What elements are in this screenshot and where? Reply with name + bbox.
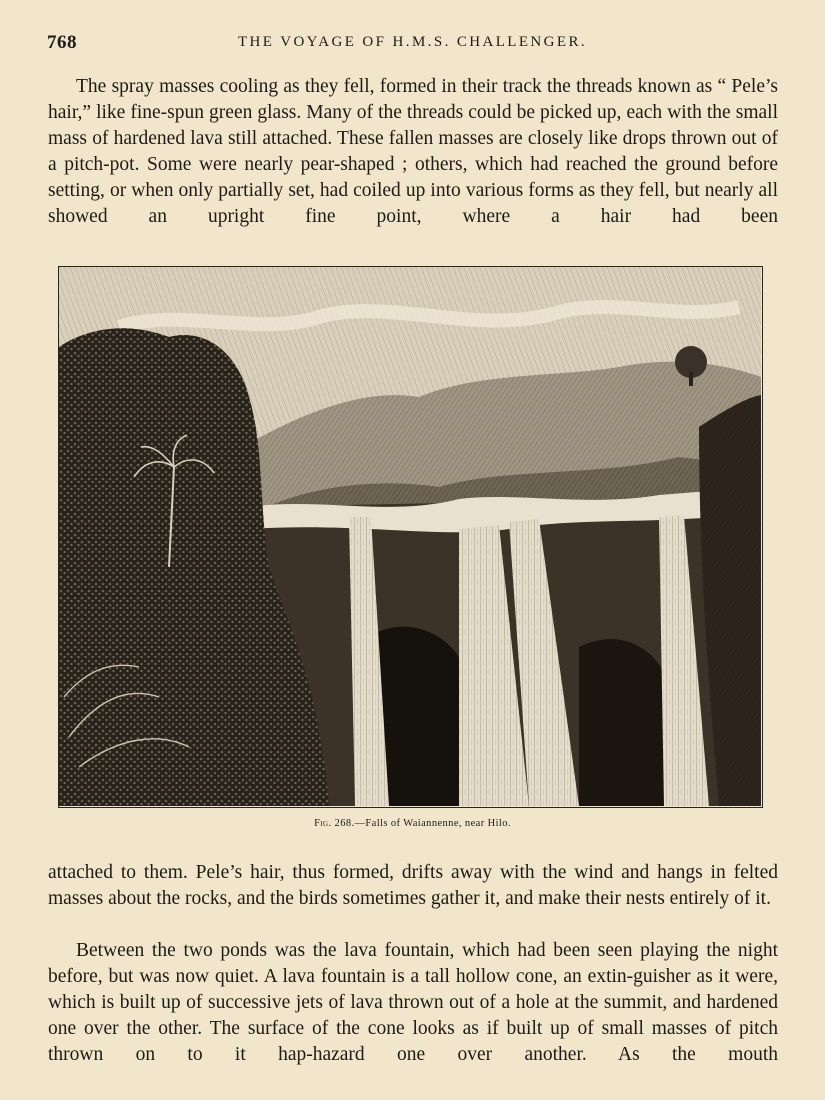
- figure-caption: [0, 818, 825, 829]
- running-title: THE VOYAGE OF H.M.S. CHALLENGER.: [237, 34, 588, 50]
- figure-label: Fig. 268.: [314, 818, 355, 829]
- page-header: [47, 32, 778, 58]
- engraving-illustration: [59, 267, 761, 806]
- paragraph-pele-hair-continued: attached to them. Pele’s hair, thus formed, drifts away with the wind and hangs in felted masses about the rocks, and the birds sometimes gather it, and make their nests entirely of it.: [48, 862, 778, 909]
- figure-title: —Falls of Waiannenne, near Hilo.: [354, 818, 511, 829]
- paragraph-lava-fountain: Between the two ponds was the lava fountain, which had been seen playing the night before, but was now quiet. A lava fountain is a tall hollow cone, an extin-guisher as it were, which is built up of successive jets of lava thrown out of a hole at the summit, and hardened one over the other. The surface of the cone looks as if built up of small masses of pitch thrown on to it hap-hazard one over another. As the mouth: [48, 940, 778, 1065]
- page-number: 768: [47, 32, 77, 53]
- paragraph-pele-hair: The spray masses cooling as they fell, formed in their track the threads known as “ Pele’s hair,” like fine-spun green glass. Many of the threads could be picked up, each with the small mass of hardened lava still attached. These fallen masses are closely like drops thrown out of a pitch-pot. Some were nearly pear-shaped ; others, which had reached the ground before setting, or when only partially set, had coiled up into various forms as they fell, but nearly all showed an upright fine point, where a hair had been: [48, 76, 778, 227]
- waterfall-engraving: [58, 266, 763, 808]
